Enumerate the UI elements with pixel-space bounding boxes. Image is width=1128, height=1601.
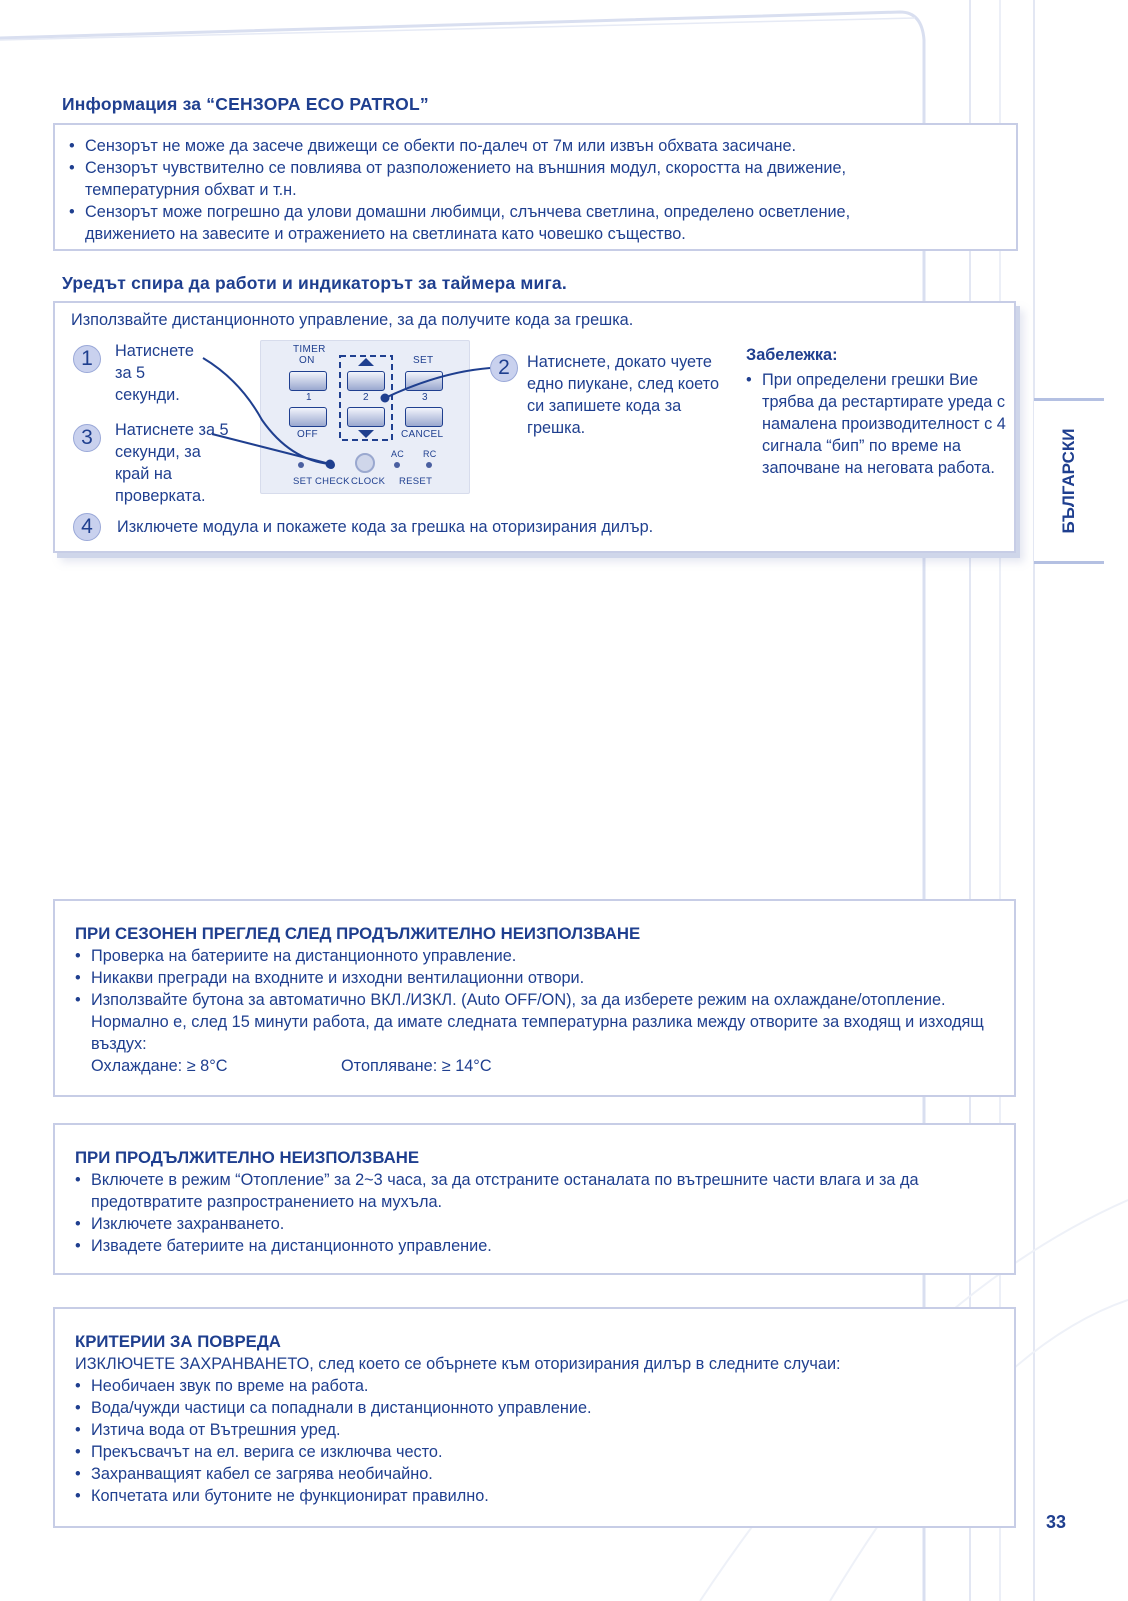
step-3-connector <box>212 434 330 464</box>
long-unused-title: ПРИ ПРОДЪЛЖИТЕЛНО НЕИЗПОЛЗВАНЕ <box>75 1148 420 1167</box>
language-tab-label: БЪЛГАРСКИ <box>1059 428 1078 534</box>
list-item: • Прекъсвачът на ел. верига се изключва често. <box>75 1441 994 1463</box>
step-1-text: Натиснете за 5 секунди. <box>115 342 194 404</box>
key-2-label: 2 <box>363 392 369 403</box>
bottom-set-label: SET <box>293 476 313 487</box>
damage-criteria-list <box>75 1375 994 1507</box>
step-connector-lines <box>0 0 1128 600</box>
on-label: ON <box>299 355 315 366</box>
check-point-marker <box>326 460 335 469</box>
list-item: • Използвайте бутона за автоматично ВКЛ./ИЗКЛ. (Auto OFF/ON), за да изберете режим на охлаждане/отопление. Нормално е, след 15 минути работа, да имате следната температурна разлика между отворите за входящ и изходящ въздух: <box>75 989 994 1055</box>
list-item: • Вода/чужди частици са попаднали в дистанционното управление. <box>75 1397 994 1419</box>
step-3-marker: 3 <box>73 424 101 452</box>
list-item: • Сензорът може погрешно да улови домашни любимци, слънчева светлина, определено осветление, движението на завесите и отражението на светлината като човешко същество. <box>69 201 1002 245</box>
up-down-point-marker <box>381 394 390 403</box>
long-unused-box <box>53 1123 1016 1275</box>
step-4-marker: 4 <box>73 513 101 541</box>
seasonal-check-title: ПРИ СЕЗОНЕН ПРЕГЛЕД СЛЕД ПРОДЪЛЖИТЕЛНО НЕИЗПОЛЗВАНЕ <box>75 924 641 943</box>
step-2-text: Натиснете, докато чуете едно пиукане, след което си запишете кода за грешка. <box>527 353 720 437</box>
note-list <box>746 369 1006 479</box>
step-2-marker: 2 <box>490 354 518 382</box>
reset-label: RESET <box>399 476 433 487</box>
step-3-text: Натиснете за 5 секунди, за край на проверката. <box>115 421 229 505</box>
cancel-label: CANCEL <box>401 429 444 440</box>
cooling-value: Охлаждане: ≥ 8°C <box>91 1057 228 1075</box>
list-item: • Сензорът чувствително се повлиява от разположението на външния модул, скоростта на движение, температурния обхват и т.н. <box>69 157 1002 201</box>
seasonal-check-box <box>53 899 1016 1097</box>
ac-label: AC <box>391 449 405 459</box>
clock-label: CLOCK <box>351 476 386 487</box>
list-item: • Необичаен звук по време на работа. <box>75 1375 994 1397</box>
list-item: • Захранващият кабел се загрява необичайно. <box>75 1463 994 1485</box>
set-label: SET <box>413 355 434 366</box>
timer-label: TIMER <box>293 344 326 355</box>
list-item: • Изтича вода от Вътрешния уред. <box>75 1419 994 1441</box>
seasonal-check-list <box>75 945 994 1055</box>
step-1-marker: 1 <box>73 345 101 373</box>
check-label: CHECK <box>315 476 350 487</box>
list-item: • Изключете захранването. <box>75 1213 994 1235</box>
damage-criteria-intro: ИЗКЛЮЧЕТЕ ЗАХРАНВАНЕТО, след което се обърнете към оторизирания дилър в следните случаи: <box>75 1355 841 1373</box>
error-code-intro: Използвайте дистанционното управление, за да получите кода за грешка. <box>71 311 634 329</box>
list-item: • Извадете батериите на дистанционното управление. <box>75 1235 994 1257</box>
timer-blink-heading: Уредът спира да работи и индикаторът за таймера мига. <box>62 273 567 293</box>
list-item: • Сензорът не може да засече движещи се обекти по-далеч от 7м или извън обхвата засичане. <box>69 135 1002 157</box>
heating-value: Отопляване: ≥ 14°C <box>341 1057 492 1075</box>
key-1-label: 1 <box>306 392 312 403</box>
step-2-connector <box>385 368 490 398</box>
rc-label: RC <box>423 449 437 459</box>
list-item: • Копчетата или бутоните не функционират правилно. <box>75 1485 994 1507</box>
damage-criteria-title: КРИТЕРИИ ЗА ПОВРЕДА <box>75 1332 281 1351</box>
eco-patrol-heading: Информация за “СЕНЗОРА ECO PATROL” <box>62 94 429 114</box>
list-item: • Проверка на батериите на дистанционното управление. <box>75 945 994 967</box>
note-item: • При определени грешки Вие трябва да рестартирате уреда с намалена производителност с 4 сигнала “бип” по време на започване на неговата работа. <box>746 369 1006 479</box>
list-item: • Никакви прегради на входните и изходни вентилационни отвори. <box>75 967 994 989</box>
list-item: • Включете в режим “Отопление” за 2~3 часа, за да отстраните останалата по вътрешните части влага и за да предотвратите разпространението на мухъла. <box>75 1169 994 1213</box>
off-label: OFF <box>297 429 318 440</box>
long-unused-list <box>75 1169 994 1257</box>
note-title: Забележка: <box>746 346 838 364</box>
step-4-text: Изключете модула и покажете кода за грешка на оторизирания дилър. <box>117 518 654 536</box>
damage-criteria-box <box>53 1307 1016 1528</box>
key-3-label: 3 <box>422 392 428 403</box>
page-number: 33 <box>1046 1512 1067 1532</box>
